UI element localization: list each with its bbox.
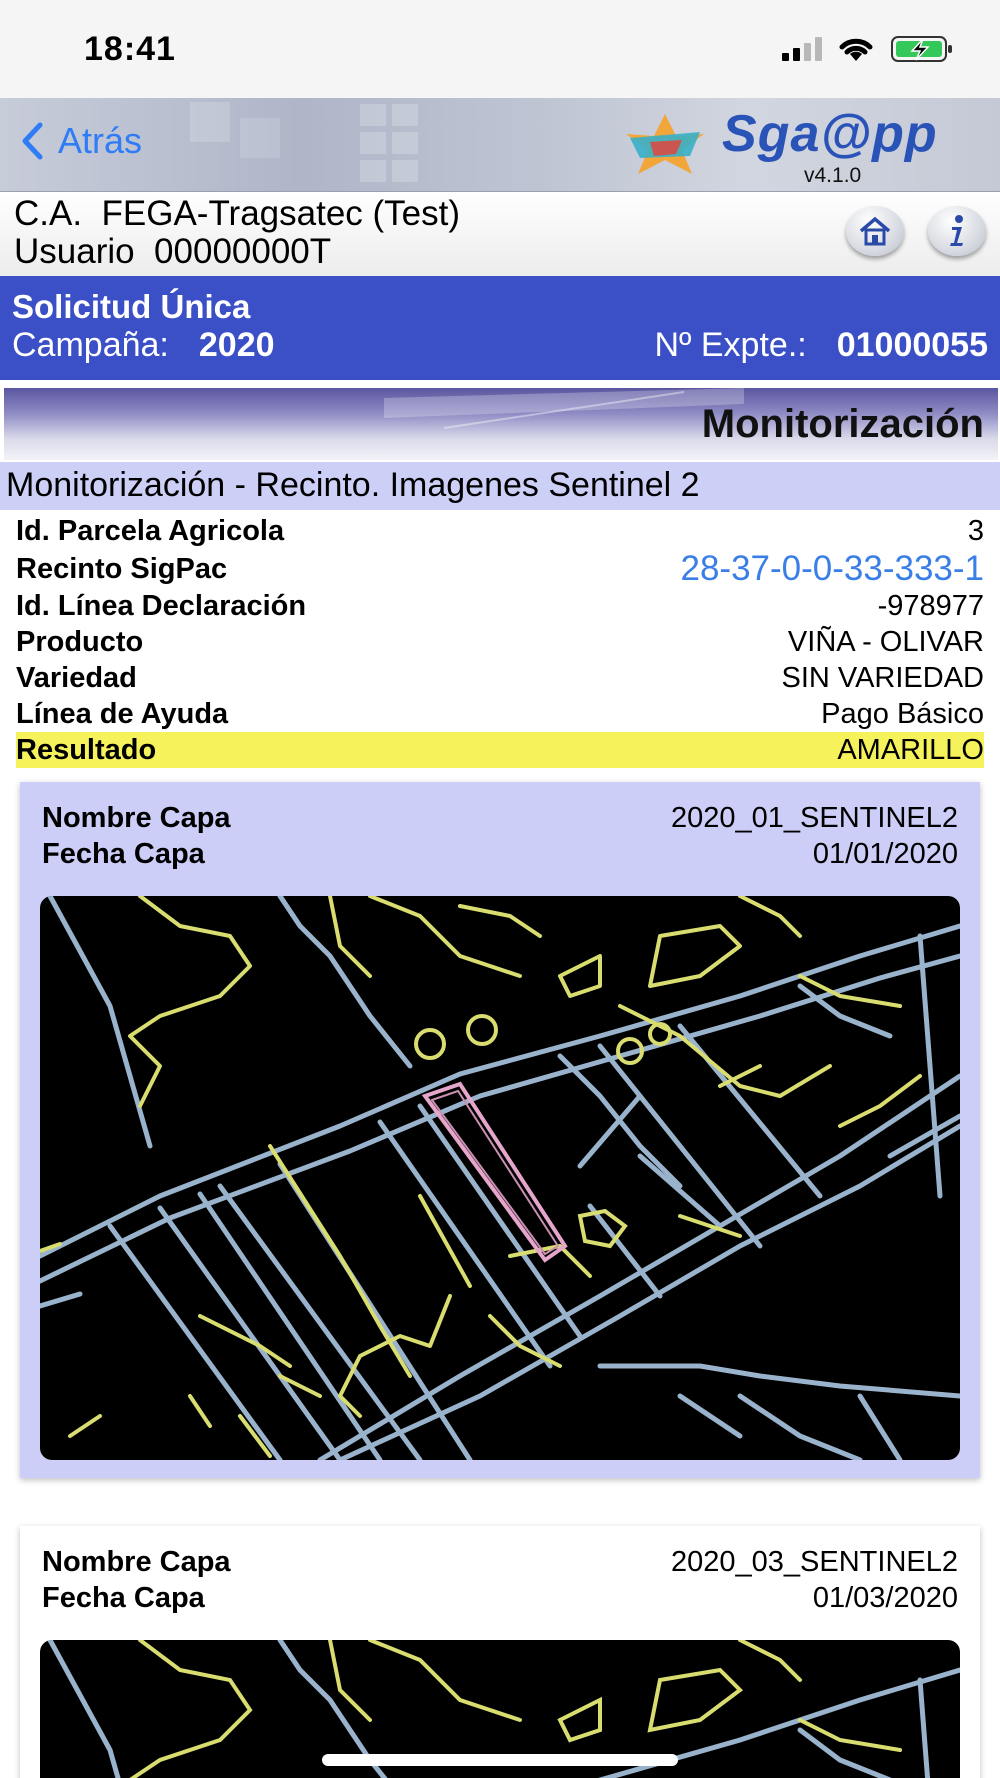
section-title: Monitorización [701,402,984,446]
detail-label: Variedad [16,661,137,694]
home-icon [857,215,893,247]
detail-value: VIÑA - OLIVAR [787,625,984,658]
header-background-graphic [140,98,660,192]
expte-label: Nº Expte.: [654,326,807,364]
layer-date-value: 01/03/2020 [812,1581,958,1614]
parcel-map [40,896,960,1460]
back-label: Atrás [58,120,143,161]
detail-row-parcela [16,512,984,550]
request-title: Solicitud Única [12,288,251,325]
ca-line: C.A. FEGA-Tragsatec (Test) [14,194,461,233]
detail-row-producto [16,624,984,660]
layer-date-label: Fecha Capa [42,837,205,870]
campaign-value: 2020 [198,326,275,364]
layer-date-label: Fecha Capa [42,1581,205,1614]
detail-value: 3 [967,514,984,547]
user-line: Usuario 00000000T [14,232,332,271]
nav-bar [0,98,1000,192]
campaign-label: Campaña: [12,326,169,364]
layer-date-value: 01/01/2020 [812,837,958,870]
detail-row-linea-declaracion [16,588,984,624]
layer-name-value: 2020_01_SENTINEL2 [671,801,958,834]
info-icon [942,213,972,249]
status-bar [0,0,1000,98]
detail-row-variedad [16,660,984,696]
chevron-left-icon [20,121,44,161]
sentinel-map-image[interactable] [40,896,960,1460]
request-header [0,276,1000,380]
section-subtitle: Monitorización - Recinto. Imagenes Sentinel 2 [0,462,1000,510]
signal-icon [782,37,822,61]
detail-label: Id. Línea Declaración [16,589,307,622]
detail-row-resultado [16,732,984,768]
app-name: Sga@pp [722,105,938,163]
layer-date-row [42,836,958,872]
expte-value: 01000055 [836,326,988,364]
detail-value: -978977 [877,589,984,622]
detail-value: SIN VARIEDAD [781,661,984,694]
layer-card[interactable] [20,1526,980,1778]
wifi-icon [836,35,876,63]
layer-name-row [42,1544,958,1580]
section-banner [4,388,998,460]
battery-charging-icon [890,34,954,64]
app-version: v4.1.0 [804,164,862,187]
detail-label: Id. Parcela Agricola [16,514,285,547]
detail-label: Producto [16,625,144,658]
layer-name-row [42,800,958,836]
layer-name-label: Nombre Capa [42,1545,231,1578]
info-button[interactable] [928,206,986,256]
detail-value: Pago Básico [821,697,984,730]
detail-label: Línea de Ayuda [16,697,229,730]
detail-label: Resultado [16,733,157,766]
layer-card[interactable] [20,782,980,1478]
status-icons [782,34,954,64]
status-time: 18:41 [84,30,176,68]
banner-decoration [384,388,744,460]
home-indicator[interactable] [322,1754,678,1766]
result-value: AMARILLO [837,733,984,766]
detail-row-recinto [16,550,984,588]
parcel-details [16,512,984,768]
home-button[interactable] [846,206,904,256]
campaign [12,326,275,365]
layer-name-value: 2020_03_SENTINEL2 [671,1545,958,1578]
layer-name-label: Nombre Capa [42,801,231,834]
app-logo-icon [620,112,710,178]
detail-label: Recinto SigPac [16,552,228,585]
layer-date-row [42,1580,958,1616]
user-info-bar [0,192,1000,276]
back-button[interactable] [20,120,142,162]
expte [654,326,988,365]
detail-row-linea-ayuda [16,696,984,732]
recinto-sigpac-link[interactable]: 28-37-0-0-33-333-1 [680,549,984,588]
